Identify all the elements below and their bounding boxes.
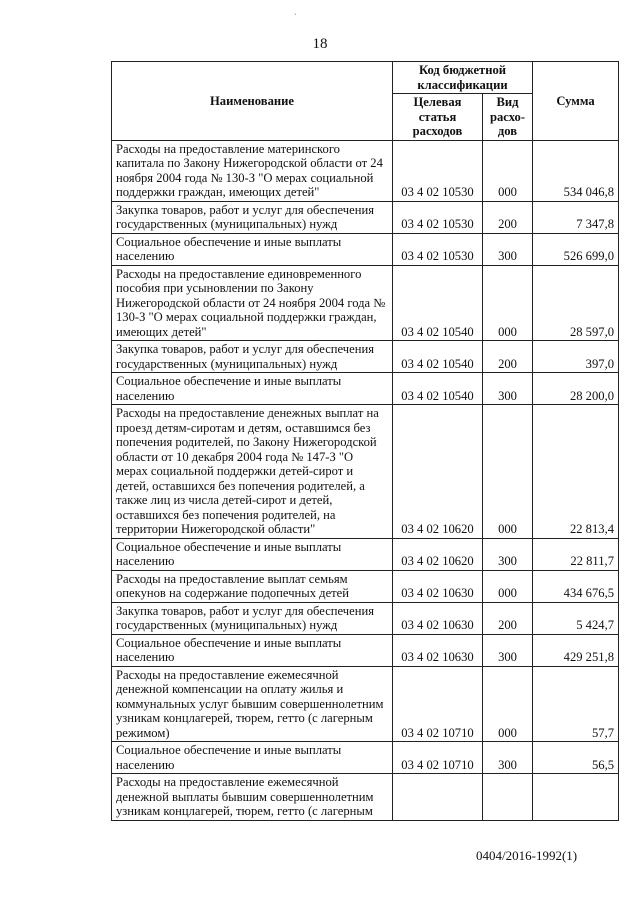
row-kind: 000 — [483, 405, 533, 539]
row-sum: 57,7 — [533, 666, 619, 742]
row-name: Расходы на предоставление материнского капитала по Закону Нижегородской области от 24 ноября 2004 года № 130-З "О мерах социальной поддержки граждан, имеющих детей" — [112, 140, 393, 201]
row-code: 03 4 02 10630 — [393, 570, 483, 602]
row-code: 03 4 02 10630 — [393, 602, 483, 634]
row-sum: 526 699,0 — [533, 233, 619, 265]
header-sum: Сумма — [533, 62, 619, 141]
row-code — [393, 774, 483, 821]
document-id: 0404/2016-1992(1) — [476, 848, 578, 863]
table-row — [112, 666, 619, 742]
row-name: Социальное обеспечение и иные выплаты населению — [112, 233, 393, 265]
row-code: 03 4 02 10530 — [393, 140, 483, 201]
row-code: 03 4 02 10620 — [393, 538, 483, 570]
table-row — [112, 341, 619, 373]
table-row — [112, 742, 619, 774]
row-kind — [483, 774, 533, 821]
table-row — [112, 233, 619, 265]
row-name: Закупка товаров, работ и услуг для обеспечения государственных (муниципальных) нужд — [112, 341, 393, 373]
row-sum: 28 597,0 — [533, 265, 619, 341]
page-number: 18 — [312, 36, 328, 52]
table-row — [112, 570, 619, 602]
row-sum: 56,5 — [533, 742, 619, 774]
table-row — [112, 774, 619, 821]
row-kind: 300 — [483, 742, 533, 774]
row-sum: 7 347,8 — [533, 201, 619, 233]
row-name: Расходы на предоставление выплат семьям опекунов на содержание подопечных детей — [112, 570, 393, 602]
row-code: 03 4 02 10530 — [393, 233, 483, 265]
row-sum: 28 200,0 — [533, 373, 619, 405]
row-kind: 200 — [483, 201, 533, 233]
header-budget-code: Код бюджетной классификации — [393, 62, 533, 94]
row-kind: 300 — [483, 538, 533, 570]
table-row — [112, 634, 619, 666]
row-sum — [533, 774, 619, 821]
row-kind: 000 — [483, 570, 533, 602]
row-code: 03 4 02 10540 — [393, 373, 483, 405]
row-name: Закупка товаров, работ и услуг для обеспечения государственных (муниципальных) нужд — [112, 602, 393, 634]
table-row — [112, 405, 619, 539]
top-mark: ˎ — [294, 6, 297, 15]
header-target-article: Целевая статья расходов — [393, 94, 483, 141]
row-kind: 300 — [483, 233, 533, 265]
row-name: Расходы на предоставление денежных выплат на проезд детям-сиротам и детям, оставшимся без попечения родителей, по Закону Нижегородской области от 10 декабря 2004 года № 147-З "О мерах социальной поддержки детей-сирот и детей, оставшихся без попечения родителей, а также лиц из числа детей-сирот и детей, оставшихся без попечения родителей, на территории Нижегородской области" — [112, 405, 393, 539]
row-kind: 000 — [483, 140, 533, 201]
row-sum: 397,0 — [533, 341, 619, 373]
row-kind: 300 — [483, 373, 533, 405]
row-kind: 200 — [483, 602, 533, 634]
row-kind: 200 — [483, 341, 533, 373]
row-code: 03 4 02 10630 — [393, 634, 483, 666]
row-code: 03 4 02 10710 — [393, 742, 483, 774]
row-name: Социальное обеспечение и иные выплаты населению — [112, 634, 393, 666]
row-name: Социальное обеспечение и иные выплаты населению — [112, 538, 393, 570]
row-name: Социальное обеспечение и иные выплаты населению — [112, 373, 393, 405]
header-name: Наименование — [112, 62, 393, 141]
row-name: Расходы на предоставление ежемесячной денежной выплаты бывшим совершеннолетним узникам концлагерей, тюрем, гетто (с лагерным — [112, 774, 393, 821]
row-sum: 434 676,5 — [533, 570, 619, 602]
row-sum: 22 811,7 — [533, 538, 619, 570]
row-sum: 534 046,8 — [533, 140, 619, 201]
row-code: 03 4 02 10540 — [393, 341, 483, 373]
header-expense-type: Вид расхо-дов — [483, 94, 533, 141]
row-name: Социальное обеспечение и иные выплаты населению — [112, 742, 393, 774]
row-code: 03 4 02 10620 — [393, 405, 483, 539]
row-kind: 000 — [483, 666, 533, 742]
budget-table — [111, 61, 619, 821]
row-sum: 5 424,7 — [533, 602, 619, 634]
row-name: Расходы на предоставление ежемесячной денежной компенсации на оплату жилья и коммунальных услуг бывшим совершеннолетним узникам концлагерей, тюрем, гетто (с лагерным режимом) — [112, 666, 393, 742]
row-code: 03 4 02 10540 — [393, 265, 483, 341]
table-row — [112, 373, 619, 405]
table-row — [112, 538, 619, 570]
row-name: Закупка товаров, работ и услуг для обеспечения государственных (муниципальных) нужд — [112, 201, 393, 233]
row-code: 03 4 02 10710 — [393, 666, 483, 742]
row-sum: 22 813,4 — [533, 405, 619, 539]
row-kind: 000 — [483, 265, 533, 341]
table-row — [112, 140, 619, 201]
row-code: 03 4 02 10530 — [393, 201, 483, 233]
table-row — [112, 602, 619, 634]
table-header — [112, 62, 619, 141]
row-kind: 300 — [483, 634, 533, 666]
row-sum: 429 251,8 — [533, 634, 619, 666]
table-row — [112, 201, 619, 233]
table-body — [112, 140, 619, 820]
row-name: Расходы на предоставление единовременного пособия при усыновлении по Закону Нижегородской области от 24 ноября 2004 года № 130-З "О мерах социальной поддержки граждан, имеющих детей" — [112, 265, 393, 341]
table-row — [112, 265, 619, 341]
